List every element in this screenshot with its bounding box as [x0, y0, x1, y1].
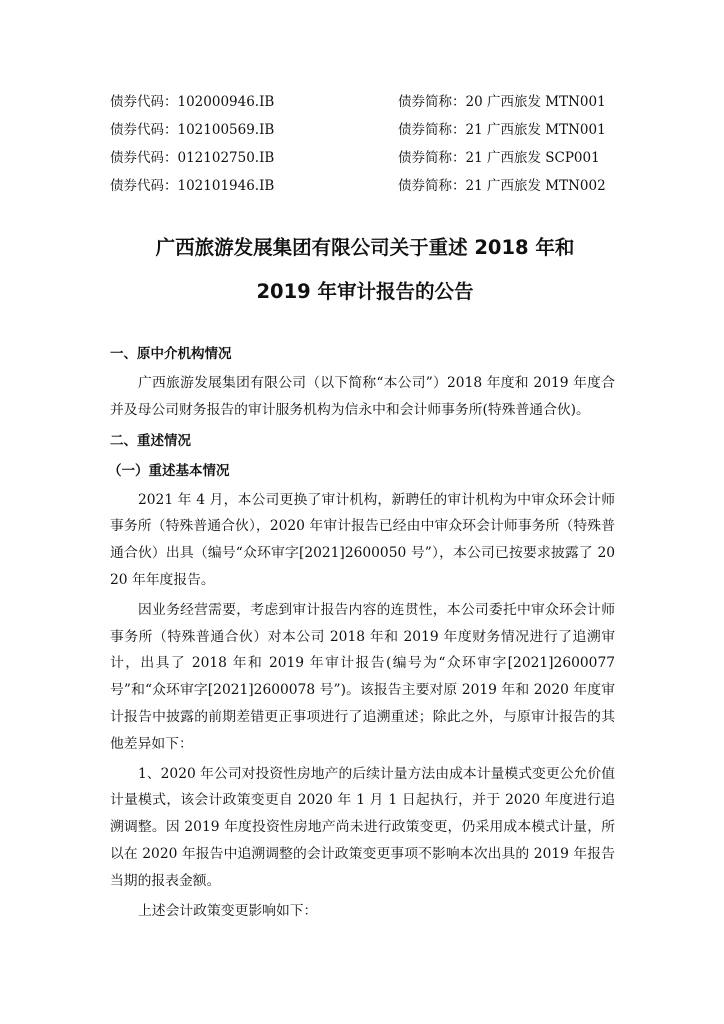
bond-name: 21 广西旅发 MTN001	[465, 122, 606, 138]
paragraph-impact-intro: 上述会计政策变更影响如下：	[138, 902, 318, 919]
bond-code: 102000946.IB	[177, 94, 275, 110]
paragraph-intermediary: 广西旅游发展集团有限公司（以下简称“本公司”）2018 年度和 2019 年度合并及母公司财务报告的审计服务机构为信永中和会计师事务所(特殊普通合伙)。	[110, 375, 615, 418]
bond-code-label: 债券代码：	[110, 122, 178, 138]
document-title-line-2: 2019 年审计报告的公告	[256, 280, 474, 303]
section-heading-intermediary: 一、原中介机构情况	[110, 346, 232, 362]
bond-code-row	[110, 172, 620, 200]
subsection-heading-basic: （一）重述基本情况	[108, 462, 230, 479]
bond-name: 21 广西旅发 SCP001	[465, 150, 600, 166]
paragraph-retrospective-audit: 因业务经营需要，考虑到审计报告内容的连贯性，本公司委托中审众环会计师事务所（特殊普通合伙）对本公司 2018 年和 2019 年度财务情况进行了追溯审计，出具了 2018 年和 2019 年审计报告(编号为“众环审字[2021]2600077 号”和“众环审字[2021]2600078 号”)。该报告主要对原 2019 年和 2020 年度审计报告中披露的前期差错更正事项进行了追溯重述；除此之外，与原审计报告的其他差异如下：	[110, 601, 615, 752]
bond-code: 102100569.IB	[177, 122, 275, 138]
bond-name-label: 债券简称：	[398, 122, 466, 138]
bond-code-label: 债券代码：	[110, 94, 178, 110]
bond-code-row	[110, 144, 620, 172]
document-body	[110, 340, 615, 927]
bond-code-table	[110, 88, 620, 200]
bond-code: 102101946.IB	[177, 178, 275, 194]
bond-name: 20 广西旅发 MTN001	[465, 94, 606, 110]
bond-code-label: 债券代码：	[110, 150, 178, 166]
bond-name-label: 债券简称：	[398, 94, 466, 110]
bond-code: 012102750.IB	[177, 150, 275, 166]
section-heading-restatement: 二、重述情况	[110, 432, 191, 449]
paragraph-auditor-change: 2021 年 4 月，本公司更换了审计机构，新聘任的审计机构为中审众环会计师事务所（特殊普通合伙），2020 年审计报告已经由中审众环会计师事务所（特殊普通合伙）出具（编号“众环审字[2021]2600050 号”），本公司已按要求披露了 2020 年年度报告。	[110, 491, 615, 588]
bond-name-label: 债券简称：	[398, 150, 466, 166]
document-title-line-1: 广西旅游发展集团有限公司关于重述 2018 年和	[155, 236, 575, 259]
bond-name-label: 债券简称：	[398, 178, 466, 194]
bond-code-label: 债券代码：	[110, 178, 178, 194]
bond-code-row	[110, 116, 620, 144]
paragraph-policy-change: 1、2020 年公司对投资性房地产的后续计量方法由成本计量模式变更公允价值计量模式，该会计政策变更自 2020 年 1 月 1 日起执行，并于 2020 年度进行追溯调整。因 2019 年度投资性房地产尚未进行政策变更，仍采用成本模式计量，所以在 2020 年报告中追溯调整的会计政策变更事项不影响本次出具的 2019 年报告当期的报表金额。	[110, 765, 615, 889]
bond-code-row	[110, 88, 620, 116]
bond-name: 21 广西旅发 MTN002	[465, 178, 606, 194]
